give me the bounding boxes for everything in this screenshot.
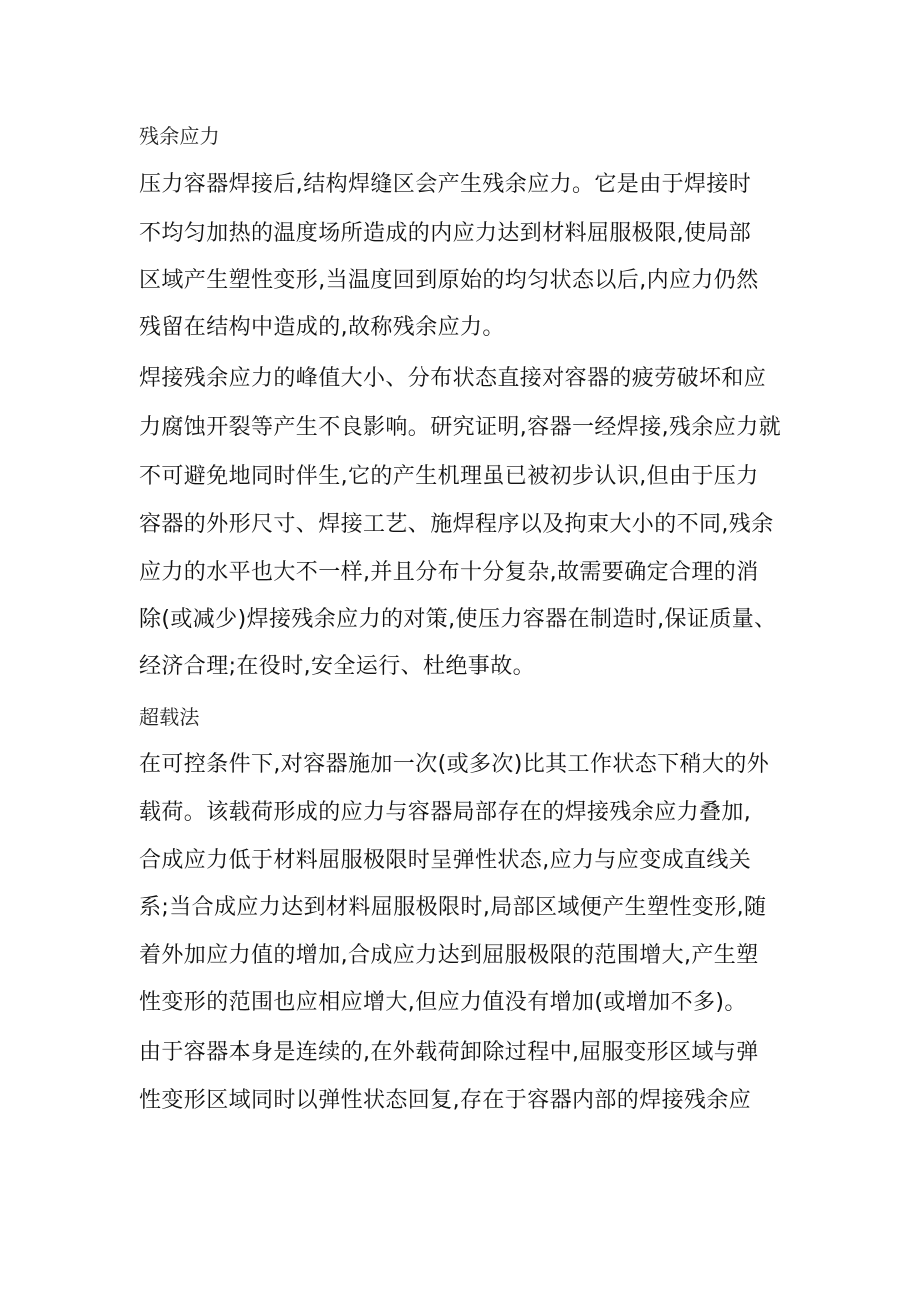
paragraph-line: 性变形的范围也应相应增大,但应力值没有增加(或增加不多)。 bbox=[139, 990, 747, 1015]
paragraph-line: 区域产生塑性变形,当温度回到原始的均匀状态以后,内应力仍然 bbox=[139, 268, 759, 293]
paragraph-line: 系;当合成应力达到材料屈服极限时,局部区域便产生塑性变形,随 bbox=[139, 895, 767, 920]
paragraph-line: 合成应力低于材料屈服极限时呈弹性状态,应力与应变成直线关 bbox=[139, 848, 752, 873]
paragraph-line: 经济合理;在役时,安全运行、杜绝事故。 bbox=[139, 654, 536, 679]
paragraph-line: 载荷。该载荷形成的应力与容器局部存在的焊接残余应力叠加, bbox=[139, 800, 752, 825]
paragraph-line: 力腐蚀开裂等产生不良影响。研究证明,容器一经焊接,残余应力就 bbox=[139, 415, 781, 440]
paragraph-line: 压力容器焊接后,结构焊缝区会产生残余应力。它是由于焊接时 bbox=[139, 172, 752, 197]
paragraph-line: 着外加应力值的增加,合成应力达到屈服极限的范围增大,产生塑 bbox=[139, 943, 759, 968]
paragraph-line: 不均匀加热的温度场所造成的内应力达到材料屈服极限,使局部 bbox=[139, 221, 752, 246]
section-heading-residual-stress: 残余应力 bbox=[139, 124, 220, 148]
section-heading-overload-method: 超载法 bbox=[139, 705, 200, 729]
paragraph-line: 残留在结构中造成的,故称残余应力。 bbox=[139, 315, 505, 340]
paragraph-line: 应力的水平也大不一样,并且分布十分复杂,故需要确定合理的消 bbox=[139, 560, 759, 585]
paragraph-line: 容器的外形尺寸、焊接工艺、施焊程序以及拘束大小的不同,残余 bbox=[139, 512, 774, 537]
paragraph-line: 焊接残余应力的峰值大小、分布状态直接对容器的疲劳破坏和应 bbox=[139, 366, 767, 391]
paragraph-line: 在可控条件下,对容器施加一次(或多次)比其工作状态下稍大的外 bbox=[139, 752, 770, 777]
paragraph-line: 性变形区域同时以弹性状态回复,存在于容器内部的焊接残余应 bbox=[139, 1088, 752, 1113]
paragraph-line: 由于容器本身是连续的,在外载荷卸除过程中,屈服变形区域与弹 bbox=[139, 1040, 759, 1065]
paragraph-line: 不可避免地同时伴生,它的产生机理虽已被初步认识,但由于压力 bbox=[139, 464, 759, 489]
paragraph-line: 除(或减少)焊接残余应力的对策,使压力容器在制造时,保证质量、 bbox=[139, 607, 777, 632]
